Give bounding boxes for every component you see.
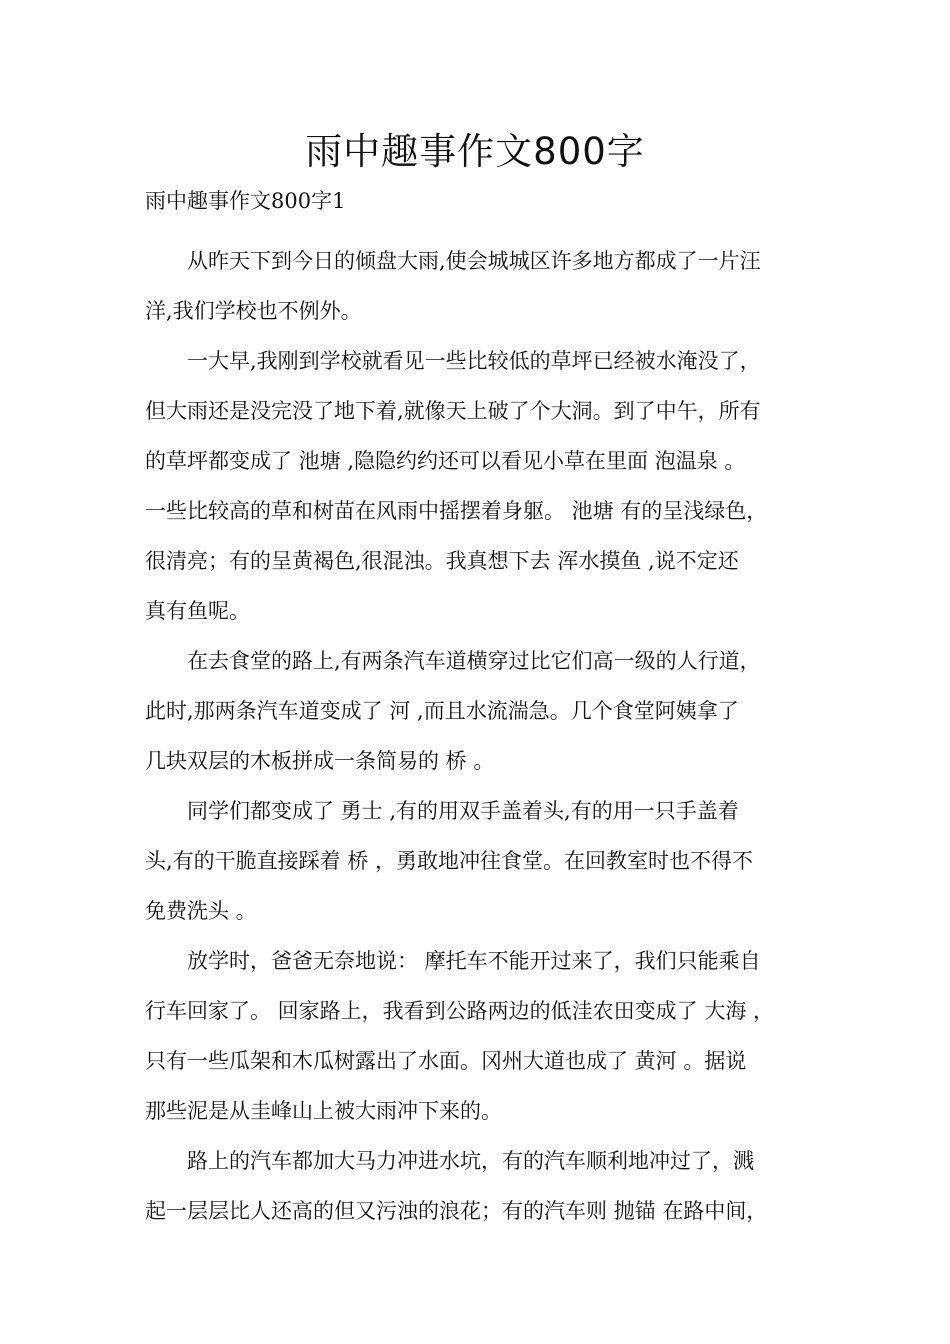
text-line: 此时,那两条汽车道变成了 河 ,而且水流湍急。几个食堂阿姨拿了 — [145, 699, 739, 723]
paragraph — [145, 786, 815, 936]
text-line: 在去食堂的路上,有两条汽车道横穿过比它们高一级的人行道， — [187, 649, 761, 673]
text-line: 一些比较高的草和树苗在风雨中摇摆着身躯。 池塘 有的呈浅绿色， — [145, 499, 768, 523]
text-line: 放学时，爸爸无奈地说： 摩托车不能开过来了，我们只能乘自 — [187, 949, 761, 973]
text-line: 几块双层的木板拼成一条简易的 桥 。 — [145, 749, 495, 773]
text-line: 洋,我们学校也不例外。 — [145, 299, 362, 323]
text-line: 行车回家了。 回家路上，我看到公路两边的低洼农田变成了 大海 ， — [145, 999, 775, 1023]
text-line: 只有一些瓜架和木瓜树露出了水面。冈州大道也成了 黄河 。据说 — [145, 1049, 747, 1073]
text-line: 起一层层比人还高的但又污浊的浪花；有的汽车则 抛锚 在路中间， — [145, 1199, 768, 1223]
paragraph — [145, 236, 815, 336]
essay-body — [145, 236, 815, 1236]
text-line: 很清亮；有的呈黄褐色,很混浊。我真想下去 浑水摸鱼 ,说不定还 — [145, 549, 739, 573]
paragraph — [145, 336, 815, 636]
text-line: 路上的汽车都加大马力冲进水坑，有的汽车顺利地冲过了，溅 — [187, 1149, 754, 1173]
text-line: 的草坪都变成了 池塘 ,隐隐约约还可以看见小草在里面 泡温泉 。 — [145, 449, 746, 473]
text-line: 从昨天下到今日的倾盘大雨,使会城城区许多地方都成了一片汪 — [187, 249, 761, 273]
paragraph — [145, 636, 815, 786]
essay-subtitle: 雨中趣事作文800字1 — [145, 189, 346, 213]
document-title: 雨中趣事作文800字 — [305, 130, 645, 173]
text-line: 免费洗头 。 — [145, 899, 257, 923]
text-line: 但大雨还是没完没了地下着,就像天上破了个大洞。到了中午，所有 — [145, 399, 761, 423]
text-line: 头,有的干脆直接踩着 桥 ，勇敢地冲往食堂。在回教室时也不得不 — [145, 849, 754, 873]
text-line: 同学们都变成了 勇士 ,有的用双手盖着头,有的用一只手盖着 — [187, 799, 739, 823]
paragraph — [145, 1136, 815, 1236]
text-line: 一大早,我刚到学校就看见一些比较低的草坪已经被水淹没了， — [187, 349, 761, 373]
paragraph — [145, 936, 815, 1136]
text-line: 真有鱼呢。 — [145, 599, 250, 623]
text-line: 那些泥是从圭峰山上被大雨冲下来的。 — [145, 1099, 502, 1123]
